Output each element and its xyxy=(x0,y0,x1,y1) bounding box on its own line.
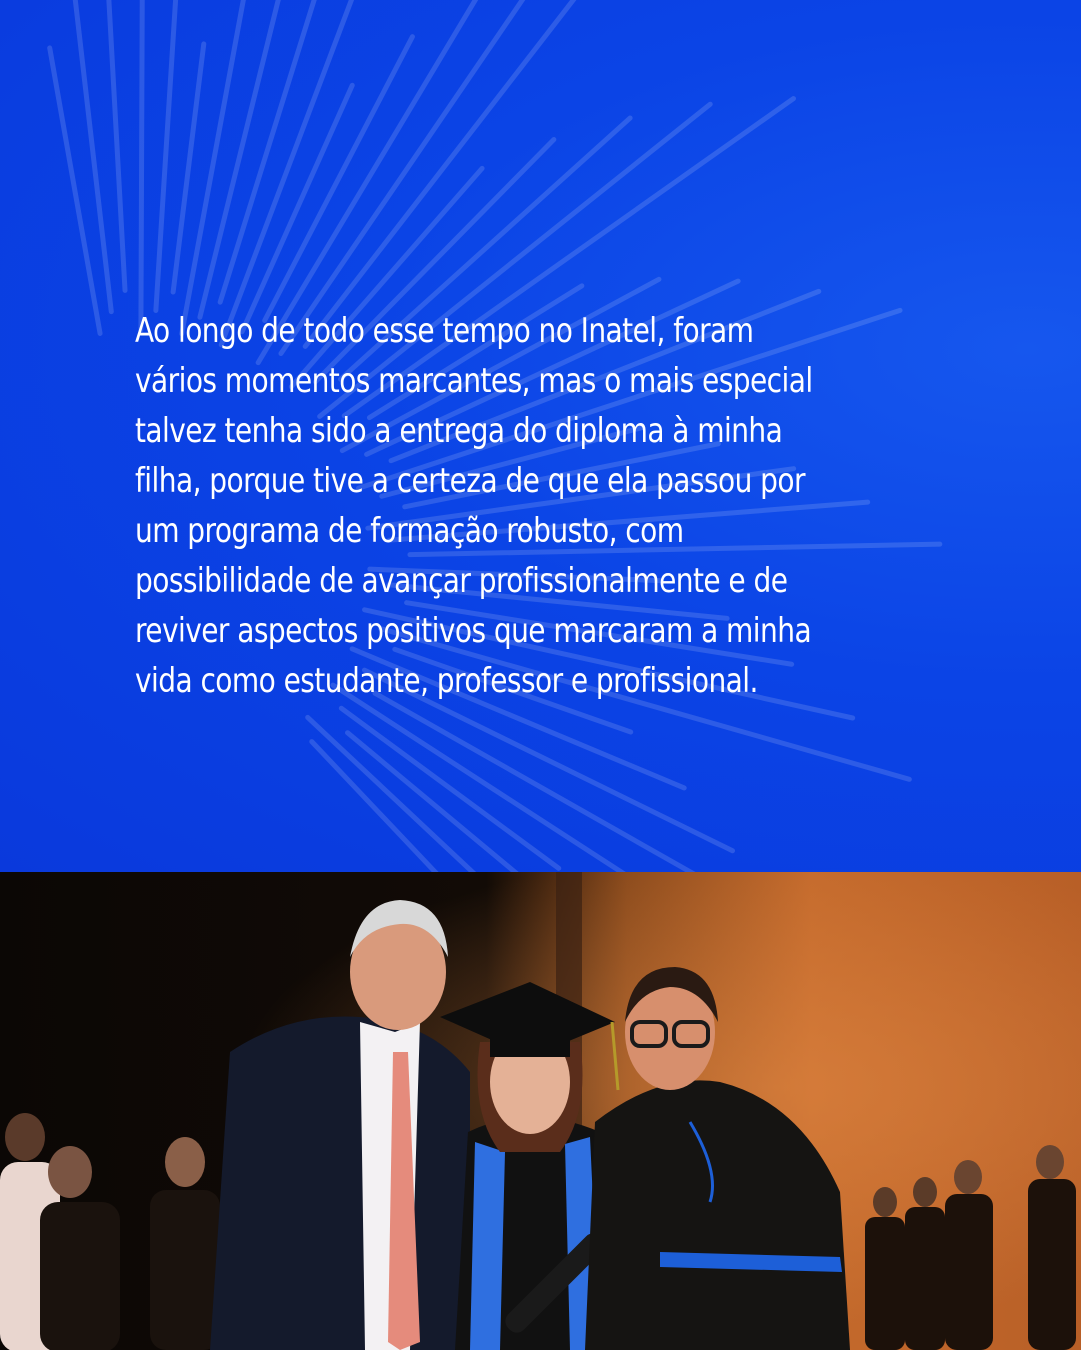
quote-line: filha, porque tive a certeza de que ela passou por xyxy=(135,461,805,500)
sunburst-ray xyxy=(375,693,775,872)
sunburst-ray xyxy=(141,0,143,330)
quote-line: Ao longo de todo esse tempo no Inatel, foram xyxy=(135,311,754,350)
photo-illustration xyxy=(0,872,1081,1350)
sunburst-ray xyxy=(341,708,558,868)
quote-line: vários momentos marcantes, mas o mais especial xyxy=(135,361,813,400)
quote-line: reviver aspectos positivos que marcaram a minha xyxy=(135,611,812,650)
graduation-photo xyxy=(0,872,1081,1350)
quote-line: talvez tenha sido a entrega do diploma à minha xyxy=(135,411,783,450)
sunburst-ray xyxy=(305,0,629,346)
sunburst-ray xyxy=(156,0,191,311)
sunburst-ray xyxy=(50,48,100,334)
sunburst-ray xyxy=(103,0,125,290)
sunburst-ray xyxy=(173,44,204,292)
testimonial-quote xyxy=(135,306,879,706)
sunburst-ray xyxy=(72,0,111,312)
sunburst-ray xyxy=(265,37,413,321)
quote-line: um programa de formação robusto, com xyxy=(135,511,684,550)
quote-line: vida como estudante, professor e profissional. xyxy=(135,661,758,700)
quote-line: possibilidade de avançar profissionalmente e de xyxy=(135,561,788,600)
